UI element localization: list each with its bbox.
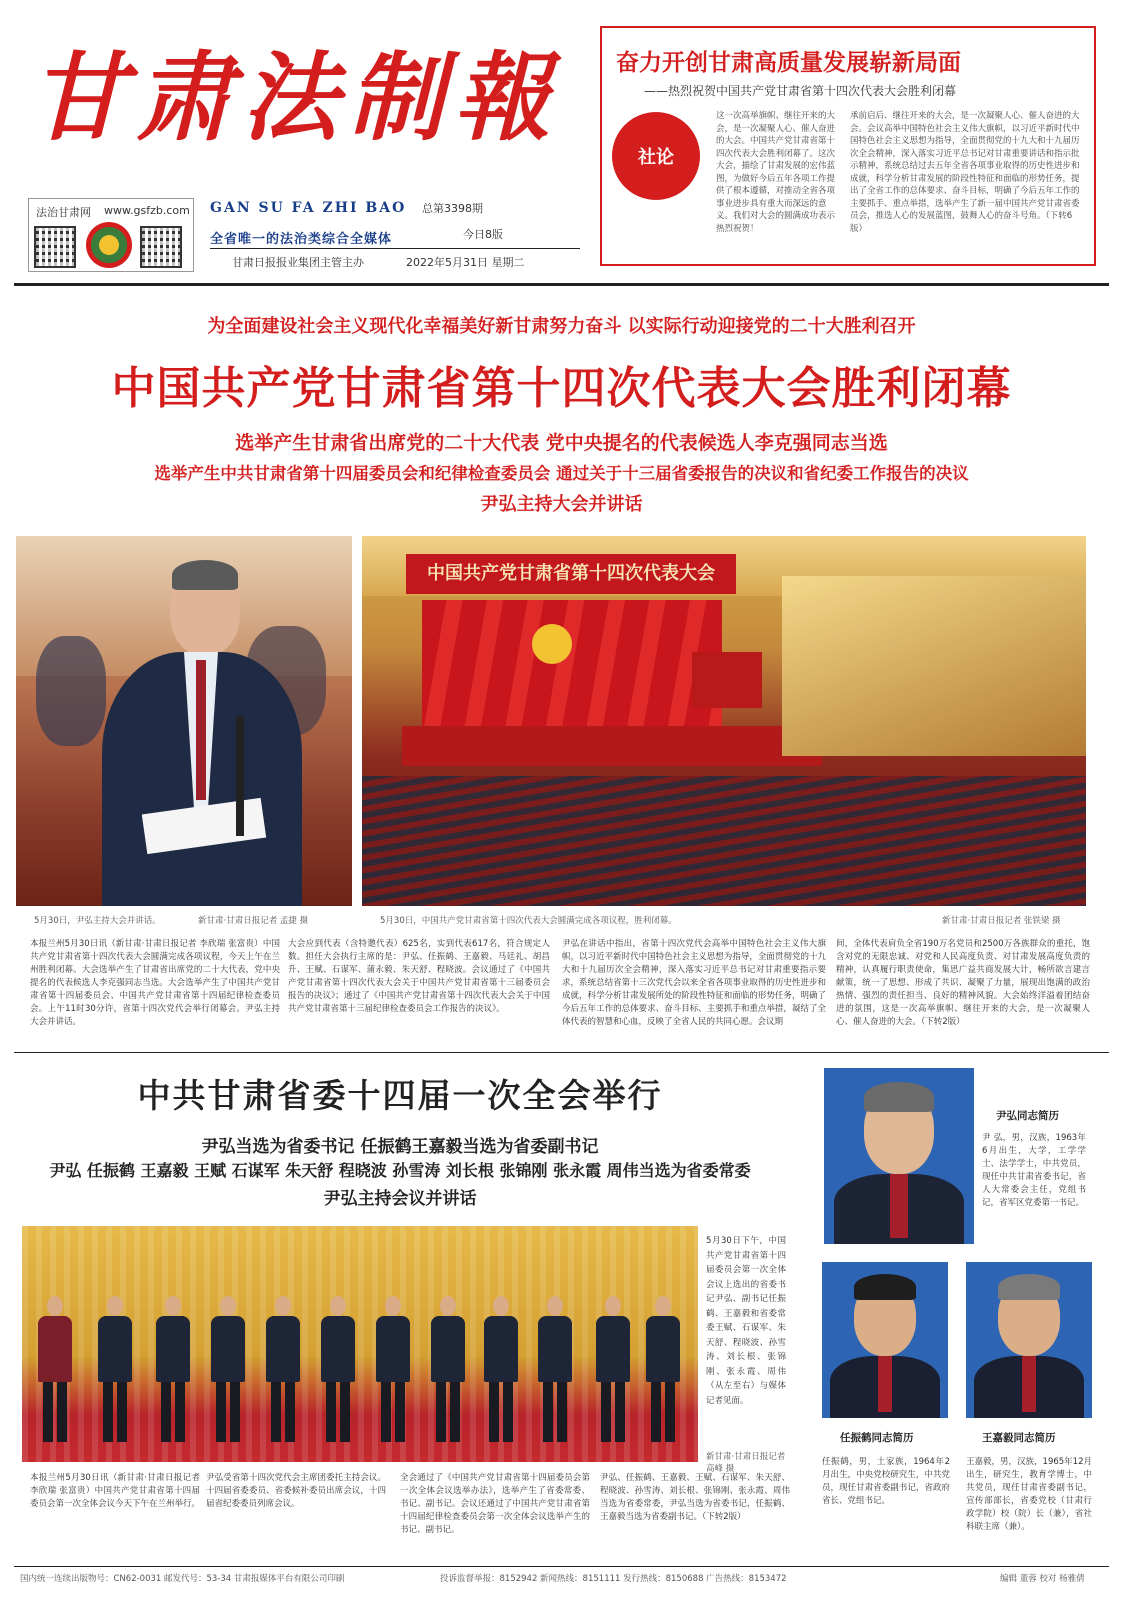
bio-text-ren-zhenhe: 任振鹤，男，土家族，1964年2月出生，中央党校研究生，中共党员，现任甘肃省委副书记，省政府省长、党组书记。 [822,1457,950,1506]
bio-text-wang-jiayi: 王嘉毅，男，汉族，1965年12月出生，研究生，教育学博士，中共党员，现任甘肃省委副书记，宣传部部长，省委党校（甘肃行政学院）校（院）长（兼），省社科联主席（兼）。 [966,1457,1092,1532]
headline-sub-2: 选举产生中共甘肃省第十四届委员会和纪律检查委员会 通过关于十三届省委报告的决议和省纪委工作报告的决议 [154,464,969,483]
standing-figure [376,1296,410,1446]
speaker-photo [16,536,352,906]
plenary-sub-2: 尹弘 任振鹤 王嘉毅 王赋 石谋军 朱天舒 程晓波 孙雪涛 刘长根 张锦刚 张永霞 周伟当选为省委常委 [49,1161,751,1180]
group-photo-caption: 5月30日下午，中国共产党甘肃省第十四届委员会第一次全体会议上选出的省委书记尹弘、副书记任振鹤、王嘉毅和省委常委王赋、石谋军、朱天舒、程晓波、孙雪涛、刘长根、张锦刚、张永霞、周伟（从左至右）与媒体记者见面。 [706,1236,786,1406]
plenary-column-3: 全会通过了《中国共产党甘肃省第十四届委员会第一次全体会议选举办法》，选举产生了省委常委、书记、副书记。会议还通过了中国共产党甘肃省第十四届纪律检查委员会第一次全体会议选举产生的书记、副书记。 [400,1473,590,1535]
article1-column-1: 本报兰州5月30日讯（新甘肃·甘肃日报记者 李欣瑞 张富贵）中国共产党甘肃省第十四次代表大会圆满完成各项议程，今天上午在兰州胜利闭幕。大会选举产生了甘肃省出席党的二十大代表，党中央提名的代表候选人李克强同志当选。大会选举产生了中国共产党甘肃省第十四届委员会、中国共产党甘肃省第十四届纪律检查委员会。上午11时30分许，省第十四次党代会举行闭幕会。尹弘主持大会并讲话。 [30,939,280,1027]
standing-figure [596,1296,630,1446]
masthead-pinyin: GAN SU FA ZHI BAO [210,200,407,216]
emblem-icon [86,222,132,268]
plenary-column-4: 尹弘、任振鹤、王嘉毅、王赋、石谋军、朱天舒、程晓波、孙雪涛、刘长根、张锦刚、张永霞、周伟当选为省委常委，尹弘当选为省委书记，任振鹤、王嘉毅当选为省委副书记。（下转2版） [600,1473,790,1522]
plenary-headline: 中共甘肃省委十四届一次全会举行 [137,1076,663,1115]
standing-figure [484,1296,518,1446]
article1-column-2: 大会应到代表（含特邀代表）625名，实到代表617名，符合规定人数。担任大会执行主席的是：尹弘、任振鹤、王嘉毅、马廷礼、胡昌升、王赋、石谋军、蒲永毅、朱天舒、程晓波。会议通过了《中国共产党甘肃省第十四次代表大会关于中国共产党甘肃省第十三届委员会报告的决议》；通过了《中国共产党甘肃省第十四次代表大会关于中国共产党甘肃省第十三届纪律检查委员会工作报告的决议》。 [288,939,550,1014]
masthead-divider [210,248,580,249]
editorial-subtitle: ——热烈祝贺中国共产党甘肃省第十四次代表大会胜利闭幕 [644,84,957,98]
footer-rule [14,1566,1109,1567]
qr-code-icon[interactable] [34,226,76,268]
speaker-photo-caption: 5月30日，尹弘主持大会并讲话。 [34,916,161,926]
plenary-sub-3: 尹弘主持会议并讲话 [323,1189,477,1209]
header-rule [14,283,1109,286]
standing-figure [431,1296,465,1446]
article1-column-4: 间，全体代表肩负全省190万名党员和2500万各族群众的重托，饱含对党的无限忠诚、对党和人民高度负责、对甘肃发展高度负责的精神，认真履行职责使命，集思广益共商发展大计，畅所欲言建言献策，统一了思想、形成了共识、凝聚了力量，展现出饱满的政治热情、强烈的责任担当、良好的精神风貌。大会始终洋溢着团结奋进的氛围，这是一次高举旗帜、继往开来的大会，是一次凝聚人心、催人奋进的大会。（下转2版） [836,939,1090,1027]
speaker-photo-credit: 新甘肃·甘肃日报记者 孟捷 摄 [198,916,309,926]
bio-text-yin-hong: 尹 弘，男，汉族，1963年6月出生，大学，工学学士、法学学士，中共党员，现任中共甘肃省委书记，省人大常委会主任，党组书记，省军区党委第一书记。 [982,1133,1086,1208]
website-label: 法治甘肃网 [36,206,91,219]
portrait-ren-zhenhe [822,1262,948,1418]
editorial-column-1: 这一次高举旗帜、继往开来的大会，是一次凝聚人心、催人奋进的大会。中国共产党甘肃省第十四次代表大会胜利闭幕了。这次大会，描绘了甘肃发展的宏伟蓝图，为做好今后五年各项工作提供了根本遵循，对推动全省各项事业进步具有重大而深远的意义。我们对大会的圆满成功表示热烈祝贺！ [716,111,836,234]
qr-code-icon[interactable] [140,226,182,268]
bio-title-wang-jiayi: 王嘉毅同志简历 [982,1432,1056,1444]
publisher: 甘肃日报报业集团主管主办 [232,256,364,269]
editorial-logo: 社论 [612,112,700,200]
hall-photo-credit: 新甘肃·甘肃日报记者 张铁梁 摄 [942,916,1061,926]
editorial-column-2: 承前启后、继往开来的大会，是一次凝聚人心、催人奋进的大会。会议高举中国特色社会主义伟大旗帜，以习近平新时代中国特色社会主义思想为指导，全面贯彻党的十九大和十九届历次全会精神，深入落实习近平总书记对甘肃重要讲话和指示批示精神，系统总结过去五年全省各项事业取得的历史性进步和成就，科学分析甘肃发展的阶段性特征和面临的形势任务，提出了全省工作的总体要求、奋斗目标，明确了今后五年工作的主要抓手、重点举措，选举产生了新一届中国共产党甘肃省委员会，推选人心的发展蓝图，鼓舞人心的奋斗号角。（下转6版） [850,111,1080,234]
issue-date: 2022年5月31日 星期二 [406,256,525,269]
hall-photo-caption: 5月30日，中国共产党甘肃省第十四次代表大会圆满完成各项议程，胜利闭幕。 [380,916,677,926]
portrait-wang-jiayi [966,1262,1092,1418]
footer-hotlines: 投诉监督举报：8152942 新闻热线：8151111 发行热线：8150688 广告热线：8153472 [440,1574,787,1584]
editorial-title: 奋力开创甘肃高质量发展崭新局面 [616,50,961,76]
bio-title-ren-zhenhe: 任振鹤同志简历 [840,1432,914,1444]
portrait-yin-hong [824,1068,974,1244]
standing-figure [211,1296,245,1446]
standing-figure [38,1296,72,1446]
hall-banner-text: 中国共产党甘肃省第十四次代表大会 [406,554,736,594]
standing-committee-photo [22,1226,698,1462]
headline-sub-1: 选举产生甘肃省出席党的二十大代表 党中央提名的代表候选人李克强同志当选 [235,432,888,454]
standing-figure [321,1296,355,1446]
standing-figure [98,1296,132,1446]
section-divider [14,1052,1109,1053]
bio-title-yin-hong: 尹弘同志简历 [996,1110,1059,1122]
footer-editors: 编辑 董蓉 校对 杨雅倩 [1000,1574,1085,1584]
plenary-column-2: 尹弘受省第十四次党代会主席团委托主持会议。十四届省委委员、省委候补委员出席会议，十四届省纪委委员列席会议。 [206,1473,386,1509]
page-count: 今日8版 [463,228,503,241]
masthead-tagline: 全省唯一的法治类综合全媒体 [210,232,393,247]
headline-sub-3: 尹弘主持大会并讲话 [480,494,643,515]
standing-figure [646,1296,680,1446]
assembly-hall-photo [362,536,1086,906]
standing-figure [538,1296,572,1446]
standing-figure [266,1296,300,1446]
footer-publication-info: 国内统一连续出版物号：CN62-0031 邮发代号：53-34 甘肃报媒体平台有限公司印刷 [20,1574,345,1584]
group-photo-credit: 新甘肃·甘肃日报记者 高峰 摄 [706,1452,786,1474]
masthead-logo: 甘肃法制報 [30,41,560,154]
issue-total: 总第3398期 [422,202,483,215]
article1-column-3: 尹弘在讲话中指出，省第十四次党代会高举中国特色社会主义伟大旗帜，以习近平新时代中国特色社会主义思想为指导，全面贯彻党的十九大和十九届历次全会精神，深入落实习近平总书记对甘肃重要指示要求，系统总结省第十三次党代会以来全省各项事业取得的历史性进步和成就，科学分析甘肃发展所处的阶段性特征和面临的形势任务，明确了今后五年工作的总体要求、奋斗目标、主要抓手和重点举措，凝结了全体代表的智慧和心血，反映了全省人民的共同心愿。会议期 [562,939,826,1027]
main-headline: 中国共产党甘肃省第十四次代表大会胜利闭幕 [111,363,1012,414]
standing-figure [156,1296,190,1446]
plenary-sub-1: 尹弘当选为省委书记 任振鹤王嘉毅当选为省委副书记 [201,1137,599,1157]
plenary-column-1: 本报兰州5月30日讯（新甘肃·甘肃日报记者 李欣瑞 张富贵）中国共产党甘肃省第十四届委员会第一次全体会议今天下午在兰州举行。 [30,1473,200,1509]
website-url[interactable]: www.gsfzb.com [104,204,190,217]
headline-kicker: 为全面建设社会主义现代化幸福美好新甘肃努力奋斗 以实际行动迎接党的二十大胜利召开 [207,316,916,337]
